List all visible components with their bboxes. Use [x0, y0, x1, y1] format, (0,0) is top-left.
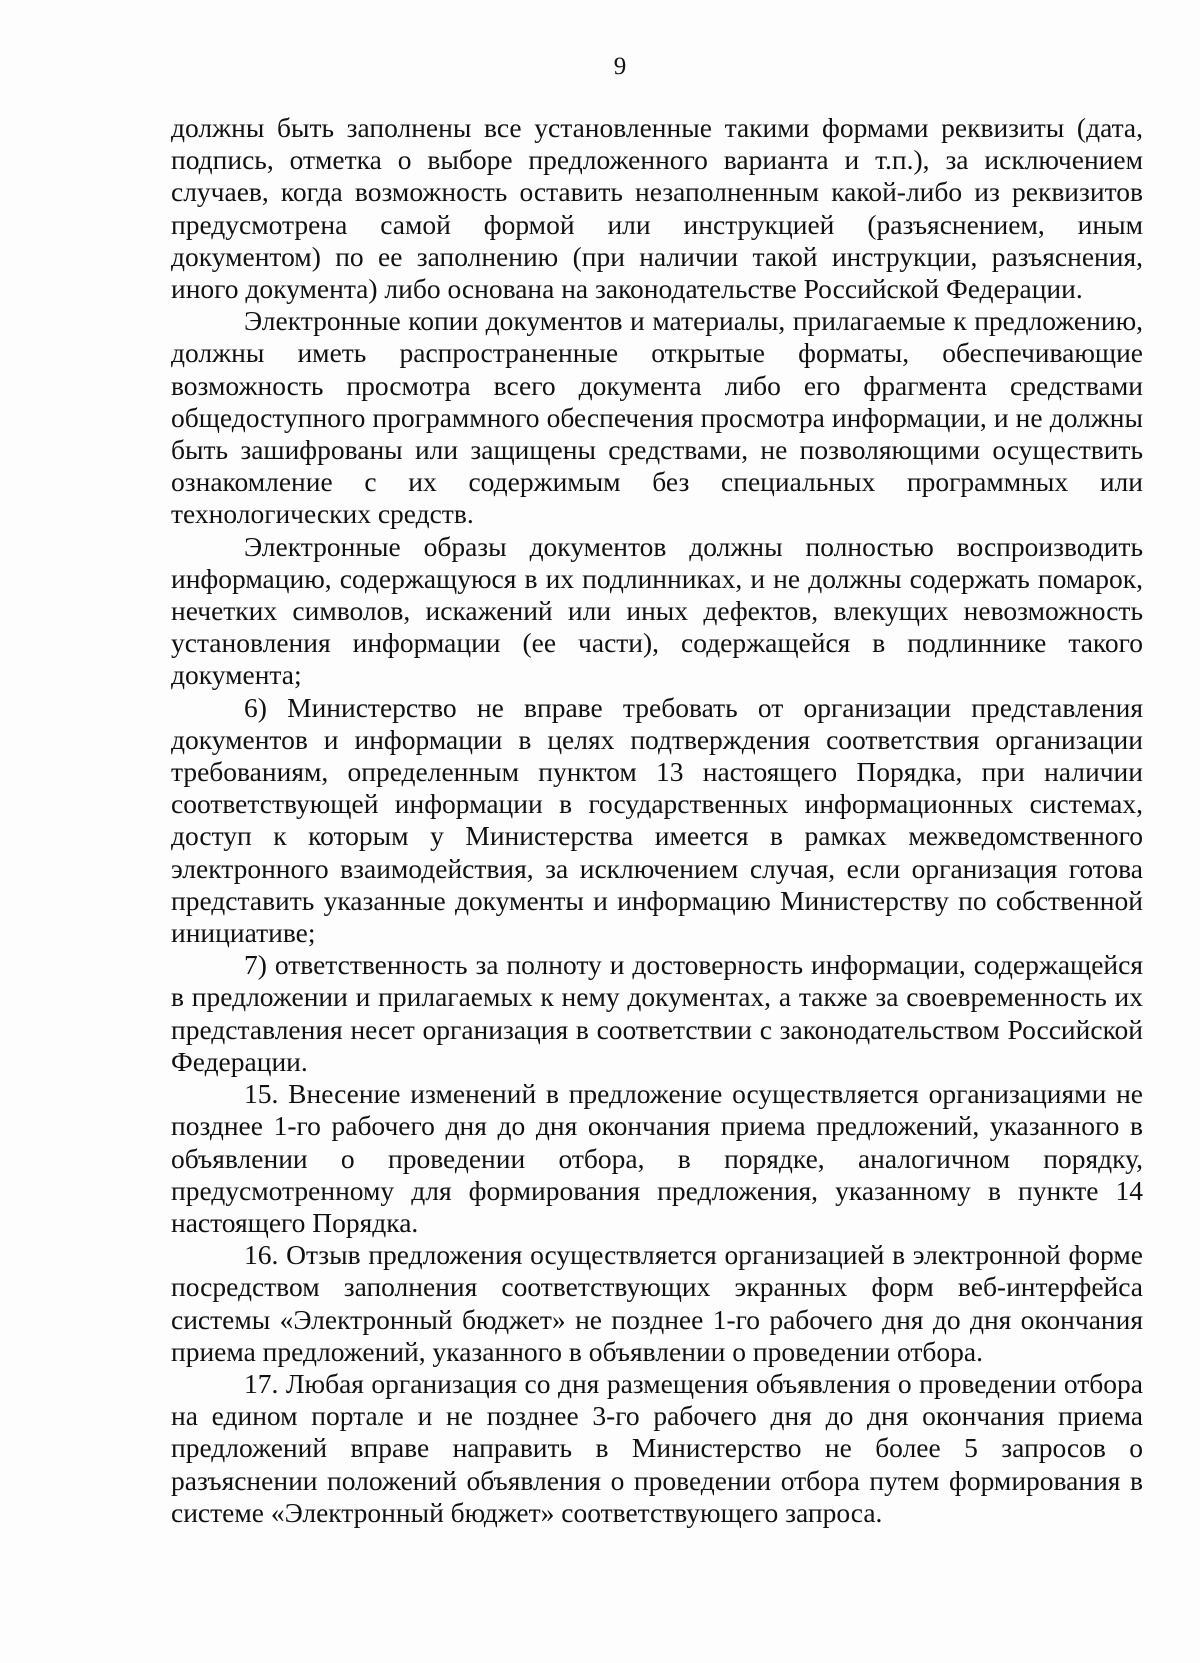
- paragraph-electronic-copies: Электронные копии документов и материалы, прилагаемые к предложению, должны иметь распространенные открытые форматы, обеспечивающие возможность просмотра всего документа либо его фрагмента средствами общедоступного программного обеспечения просмотра информации, и не должны быть зашифрованы или защищены средствами, не позволяющими осуществить ознакомление с их содержимым без специальных программных или технологических средств.: [171, 305, 1143, 530]
- paragraph-item-6: 6) Министерство не вправе требовать от организации представления документов и информации в целях подтверждения соответствия организации требованиям, определенным пунктом 13 настоящего Порядка, при наличии соответствующей информации в государственных информационных системах, доступ к которым у Министерства имеется в рамках межведомственного электронного взаимодействия, за исключением случая, если организация готова представить указанные документы и информацию Министерству по собственной инициативе;: [171, 691, 1143, 949]
- paragraph-item-7: 7) ответственность за полноту и достоверность информации, содержащейся в предложении и прилагаемых к нему документах, а также за своевременность их представления несет организация в соответствии с законодательством Российской Федерации.: [171, 949, 1143, 1077]
- paragraph-clause-15: 15. Внесение изменений в предложение осуществляется организациями не позднее 1-го рабочего дня до дня окончания приема предложений, указанного в объявлении о проведении отбора, в порядке, аналогичном порядку, предусмотренному для формирования предложения, указанному в пункте 14 настоящего Порядка.: [171, 1078, 1143, 1238]
- document-body: [171, 112, 1143, 1529]
- paragraph-clause-16: 16. Отзыв предложения осуществляется организацией в электронной форме посредством заполнения соответствующих экранных форм веб-интерфейса системы «Электронный бюджет» не позднее 1-го рабочего дня до дня окончания приема предложений, указанного в объявлении о проведении отбора.: [171, 1239, 1143, 1367]
- paragraph-continuation-requisites: должны быть заполнены все установленные такими формами реквизиты (дата, подпись, отметка о выборе предложенного варианта и т.п.), за исключением случаев, когда возможность оставить незаполненным какой-либо из реквизитов предусмотрена самой формой или инструкцией (разъяснением, иным документом) по ее заполнению (при наличии такой инструкции, разъяснения, иного документа) либо основана на законодательстве Российской Федерации.: [171, 112, 1143, 305]
- paragraph-clause-17: 17. Любая организация со дня размещения объявления о проведении отбора на едином портале и не позднее 3-го рабочего дня до дня окончания приема предложений вправе направить в Министерство не более 5 запросов о разъяснении положений объявления о проведении отбора путем формирования в системе «Электронный бюджет» соответствующего запроса.: [171, 1367, 1143, 1528]
- paragraph-electronic-images: Электронные образы документов должны полностью воспроизводить информацию, содержащуюся в их подлинниках, и не должны содержать помарок, нечетких символов, искажений или иных дефектов, влекущих невозможность установления информации (ее части), содержащейся в подлиннике такого документа;: [171, 530, 1143, 691]
- page-number: 9: [613, 53, 627, 80]
